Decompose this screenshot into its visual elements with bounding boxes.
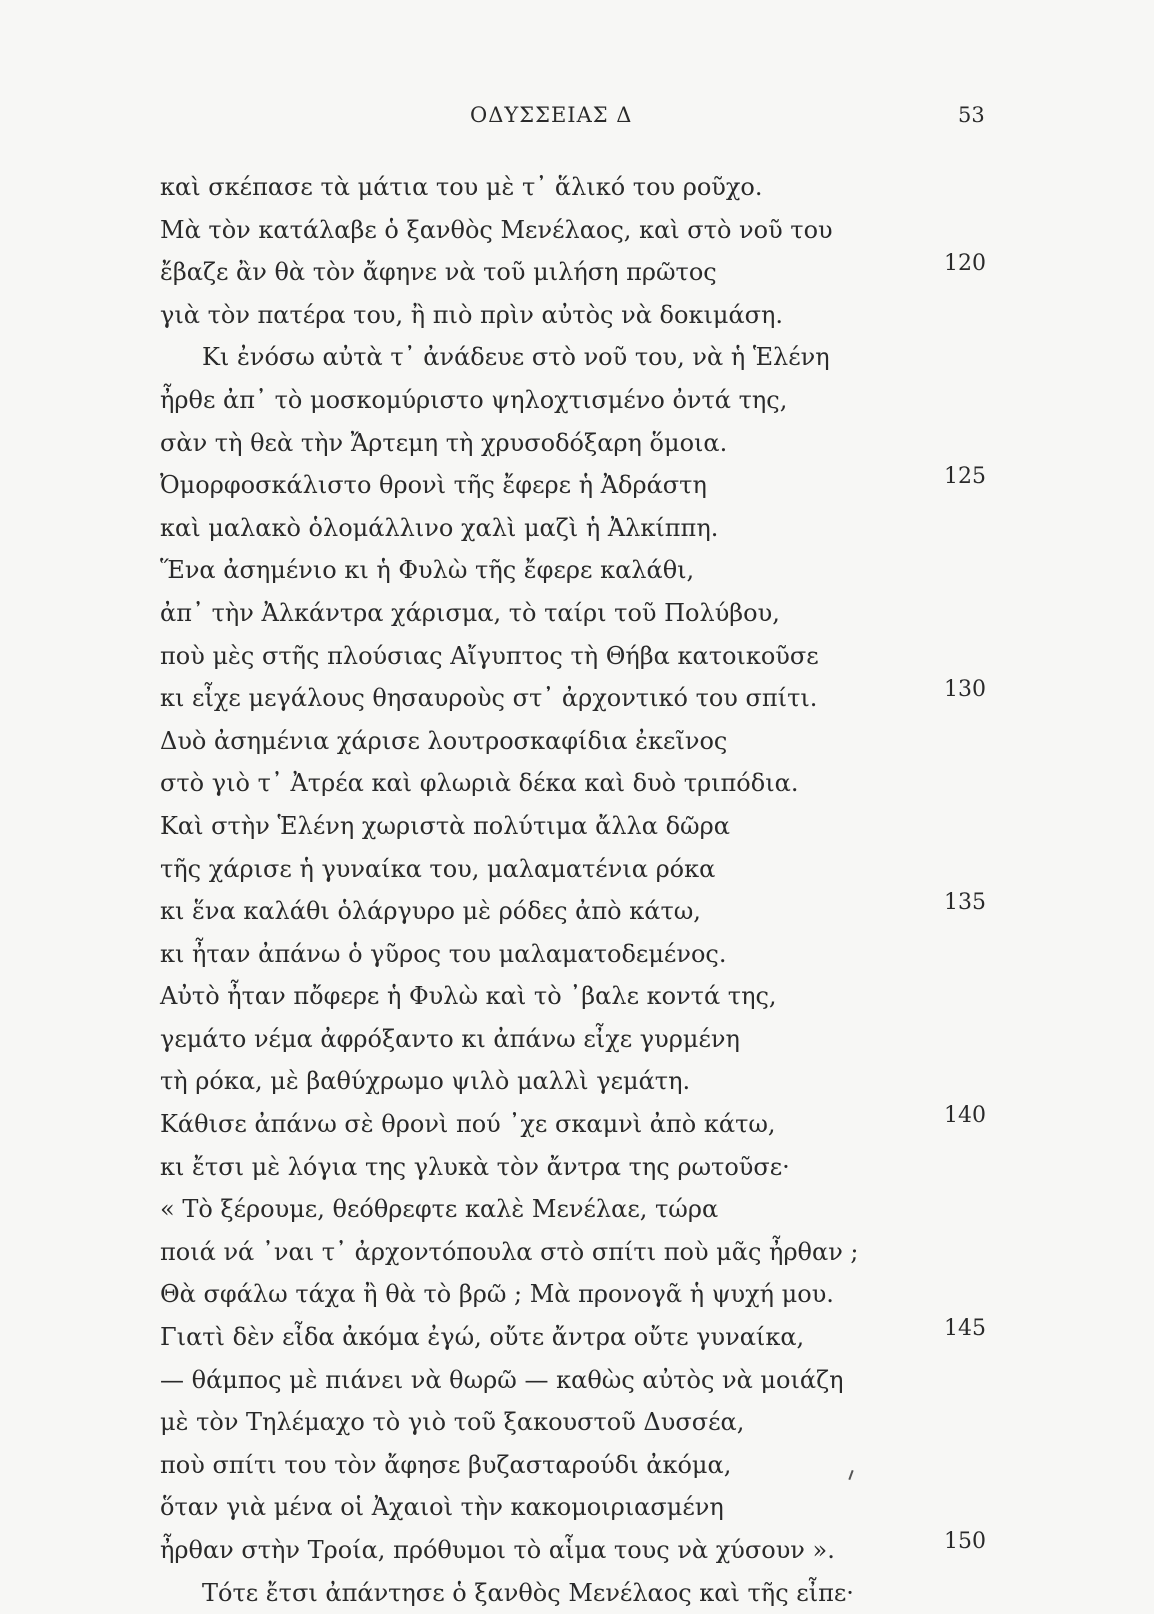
verse-text: γεμάτο νέμα ἀφρόξαντο κι ἀπάνω εἶχε γυρμένη xyxy=(160,1024,740,1053)
verse-text: ἦρθε ἀπ᾽ τὸ μοσκομύριστο ψηλοχτισμένο ὀντά της, xyxy=(160,385,788,414)
verse-text: Καὶ στὴν Ἑλένη χωριστὰ πολύτιμα ἄλλα δῶρα xyxy=(160,811,730,840)
verse-line xyxy=(160,1146,1000,1189)
verse-text: καὶ μαλακὸ ὁλομάλλινο χαλὶ μαζὶ ἡ Ἀλκίππη. xyxy=(160,513,719,542)
verse-text: μὲ τὸν Τηλέμαχο τὸ γιὸ τοῦ ξακουστοῦ Δυσσέα, xyxy=(160,1408,745,1437)
verse-line xyxy=(160,1273,1000,1316)
verse-text: ἀπ᾽ τὴν Ἀλκάντρα χάρισμα, τὸ ταίρι τοῦ Πολύβου, xyxy=(160,598,780,627)
line-number: 150 xyxy=(944,1529,986,1554)
verse-line xyxy=(160,422,1000,465)
verse-line xyxy=(160,336,1000,379)
verse-line xyxy=(160,507,1000,550)
verse-line xyxy=(160,848,1000,891)
verse-text: ἦρθαν στὴν Τροία, πρόθυμοι τὸ αἷμα τους νὰ χύσουν ». xyxy=(160,1536,835,1564)
verse-text: Γιατὶ δὲν εἶδα ἀκόμα ἐγώ, οὔτε ἄντρα οὔτε γυναίκα, xyxy=(160,1323,805,1352)
verse-line xyxy=(160,1316,1000,1359)
verse-line xyxy=(160,677,1000,720)
verse-text: Ἕνα ἀσημένιο κι ἡ Φυλὼ τῆς ἔφερε καλάθι, xyxy=(160,556,695,585)
verse-line xyxy=(160,1060,1000,1103)
verse-text: ποὺ μὲς στῆς πλούσιας Αἴγυπτος τὴ Θήβα κατοικοῦσε xyxy=(160,641,819,670)
verse-text: Ὀμορφοσκάλιστο θρονὶ τῆς ἔφερε ἡ Ἀδράστη xyxy=(160,471,707,500)
verse-line xyxy=(160,720,1000,763)
verse-line xyxy=(160,762,1000,805)
verse-line xyxy=(160,1359,1000,1402)
verse-line xyxy=(160,975,1000,1018)
verse-text: Αὐτὸ ἦταν πὄφερε ἡ Φυλὼ καὶ τὸ ᾽βαλε κοντά της, xyxy=(160,982,777,1011)
verse-text: — θάμπος μὲ πιάνει νὰ θωρῶ — καθὼς αὐτὸς νὰ μοιάζη xyxy=(160,1365,844,1394)
verse-block xyxy=(160,166,1000,1614)
verse-line xyxy=(160,1018,1000,1061)
verse-line xyxy=(160,209,1000,252)
verse-text: ποιά νά ᾽ναι τ᾽ ἀρχοντόπουλα στὸ σπίτι ποὺ μᾶς ἦρθαν ; xyxy=(160,1237,859,1266)
verse-line xyxy=(160,1401,1000,1444)
verse-text: στὸ γιὸ τ᾽ Ἀτρέα καὶ φλωριὰ δέκα καὶ δυὸ τριπόδια. xyxy=(160,769,799,798)
verse-line xyxy=(160,294,1000,337)
verse-text: κι ἕνα καλάθι ὁλάργυρο μὲ ρόδες ἀπὸ κάτω, xyxy=(160,897,701,926)
line-number: 125 xyxy=(944,464,986,490)
line-number: 145 xyxy=(944,1316,986,1342)
running-title: ΟΔΥΣΣΕΙΑΣ Δ xyxy=(470,103,633,127)
verse-text: γιὰ τὸν πατέρα του, ἢ πιὸ πρὶν αὐτὸς νὰ δοκιμάση. xyxy=(160,300,784,329)
verse-line xyxy=(160,1486,1000,1529)
verse-text: κι ἦταν ἀπάνω ὁ γῦρος του μαλαματοδεμένος. xyxy=(160,939,727,968)
verse-text: Θὰ σφάλω τάχα ἢ θὰ τὸ βρῶ ; Μὰ προνογᾶ ἡ ψυχή μου. xyxy=(160,1280,834,1309)
verse-line xyxy=(160,805,1000,848)
verse-text: τὴ ρόκα, μὲ βαθύχρωμο ψιλὸ μαλλὶ γεμάτη. xyxy=(160,1067,691,1096)
line-number: 130 xyxy=(944,677,986,703)
verse-text: κι ἔτσι μὲ λόγια της γλυκὰ τὸν ἄντρα της ρωτοῦσε· xyxy=(160,1152,790,1181)
verse-line xyxy=(160,592,1000,635)
line-number: 120 xyxy=(944,251,986,277)
verse-line xyxy=(160,1188,1000,1231)
verse-line xyxy=(160,1231,1000,1274)
verse-text: Τότε ἔτσι ἀπάντησε ὁ ξανθὸς Μενέλαος καὶ τῆς εἶπε· xyxy=(202,1578,854,1607)
verse-line xyxy=(160,1529,1000,1572)
verse-text: ἔβαζε ἂν θὰ τὸν ἄφηνε νὰ τοῦ μιλήση πρῶτος xyxy=(160,258,717,287)
page-number: 53 xyxy=(958,103,985,127)
verse-text: καὶ σκέπασε τὰ μάτια του μὲ τ᾽ ἅλικό του ροῦχο. xyxy=(160,173,763,201)
verse-text: τῆς χάρισε ἡ γυναίκα του, μαλαματένια ρόκα xyxy=(160,854,716,883)
verse-text: Κι ἐνόσω αὐτὰ τ᾽ ἀνάδευε στὸ νοῦ του, νὰ ἡ Ἑλένη xyxy=(202,343,830,372)
verse-line xyxy=(160,1444,1000,1487)
verse-text: Κάθισε ἀπάνω σὲ θρονὶ πού ᾽χε σκαμνὶ ἀπὸ κάτω, xyxy=(160,1110,776,1139)
verse-text: Μὰ τὸν κατάλαβε ὁ ξανθὸς Μενέλαος, καὶ στὸ νοῦ του xyxy=(160,215,833,244)
running-head xyxy=(0,103,1154,133)
verse-line xyxy=(160,464,1000,507)
verse-text: κι εἶχε μεγάλους θησαυροὺς στ᾽ ἀρχοντικό του σπίτι. xyxy=(160,684,818,713)
verse-text: Δυὸ ἀσημένια χάρισε λουτροσκαφίδια ἐκεῖνος xyxy=(160,726,728,755)
line-number: 135 xyxy=(944,890,986,916)
verse-line xyxy=(160,933,1000,976)
line-number: 140 xyxy=(944,1103,986,1129)
verse-text: « Τὸ ξέρουμε, θεόθρεφτε καλὲ Μενέλαε, τώρα xyxy=(160,1195,719,1224)
verse-line xyxy=(160,1572,1000,1614)
verse-line xyxy=(160,379,1000,422)
verse-text: ποὺ σπίτι του τὸν ἄφησε βυζασταρούδι ἀκόμα, xyxy=(160,1450,732,1479)
verse-line xyxy=(160,549,1000,592)
verse-line xyxy=(160,166,1000,209)
verse-line xyxy=(160,890,1000,933)
verse-line xyxy=(160,635,1000,678)
verse-line xyxy=(160,1103,1000,1146)
verse-text: ὅταν γιὰ μένα οἱ Ἀχαιοὶ τὴν κακομοιριασμένη xyxy=(160,1493,724,1522)
verse-text: σὰν τὴ θεὰ τὴν Ἄρτεμη τὴ χρυσοδόξαρη ὅμοια. xyxy=(160,428,728,457)
verse-line xyxy=(160,251,1000,294)
